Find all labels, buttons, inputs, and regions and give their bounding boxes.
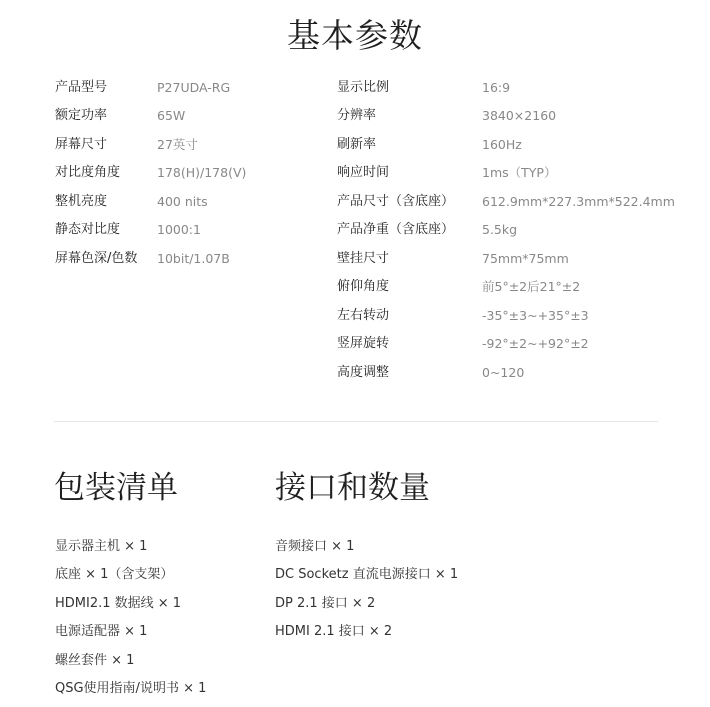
package-title: 包装清单 xyxy=(54,470,178,506)
spec-label: 整机亮度 xyxy=(55,194,108,209)
spec-value: 前5°±2后21°±2 xyxy=(482,279,581,294)
list-item: DP 2.1 接口 × 2 xyxy=(275,596,376,611)
spec-label: 静态对比度 xyxy=(55,222,121,237)
spec-value: 27英寸 xyxy=(157,137,198,152)
ports-title: 接口和数量 xyxy=(275,470,430,506)
list-item: 螺丝套件 × 1 xyxy=(55,653,135,668)
spec-value: 75mm*75mm xyxy=(482,251,569,266)
page-title: 基本参数 xyxy=(287,16,423,55)
list-item: 电源适配器 × 1 xyxy=(55,624,148,639)
spec-value: 16:9 xyxy=(482,80,511,95)
spec-label: 产品尺寸（含底座） xyxy=(337,194,455,209)
spec-value: 1ms（TYP） xyxy=(482,165,557,180)
spec-value: 400 nits xyxy=(157,194,208,209)
spec-label: 产品型号 xyxy=(55,80,108,95)
spec-value: 65W xyxy=(157,108,186,123)
spec-label: 竖屏旋转 xyxy=(337,336,390,351)
spec-value: 612.9mm*227.3mm*522.4mm xyxy=(482,194,675,209)
spec-label: 屏幕色深/色数 xyxy=(55,251,138,266)
spec-label: 分辨率 xyxy=(337,108,377,123)
list-item: HDMI 2.1 接口 × 2 xyxy=(275,624,393,639)
spec-label: 响应时间 xyxy=(337,165,390,180)
spec-label: 产品净重（含底座） xyxy=(337,222,455,237)
spec-label: 对比度角度 xyxy=(55,165,121,180)
spec-value: 178(H)/178(V) xyxy=(157,165,247,180)
list-item: 显示器主机 × 1 xyxy=(55,539,148,554)
spec-label: 屏幕尺寸 xyxy=(55,137,108,152)
spec-label: 额定功率 xyxy=(55,108,108,123)
spec-value: 1000:1 xyxy=(157,222,201,237)
list-item: HDMI2.1 数据线 × 1 xyxy=(55,596,182,611)
spec-value: 0~120 xyxy=(482,365,525,380)
spec-value: -92°±2~+92°±2 xyxy=(482,336,589,351)
list-item: QSG使用指南/说明书 × 1 xyxy=(55,681,207,696)
spec-label: 左右转动 xyxy=(337,308,390,323)
spec-label: 显示比例 xyxy=(337,80,390,95)
spec-value: 160Hz xyxy=(482,137,522,152)
spec-value: 3840×2160 xyxy=(482,108,557,123)
spec-value: 5.5kg xyxy=(482,222,518,237)
spec-value: P27UDA-RG xyxy=(157,80,231,95)
spec-label: 壁挂尺寸 xyxy=(337,251,390,266)
list-item: DC Socketz 直流电源接口 × 1 xyxy=(275,567,459,582)
spec-label: 俯仰角度 xyxy=(337,279,390,294)
spec-label: 高度调整 xyxy=(337,365,390,380)
list-item: 底座 × 1（含支架） xyxy=(55,567,174,582)
spec-label: 刷新率 xyxy=(337,137,377,152)
list-item: 音频接口 × 1 xyxy=(275,539,355,554)
spec-value: 10bit/1.07B xyxy=(157,251,230,266)
section-divider xyxy=(54,421,658,422)
spec-value: -35°±3~+35°±3 xyxy=(482,308,589,323)
